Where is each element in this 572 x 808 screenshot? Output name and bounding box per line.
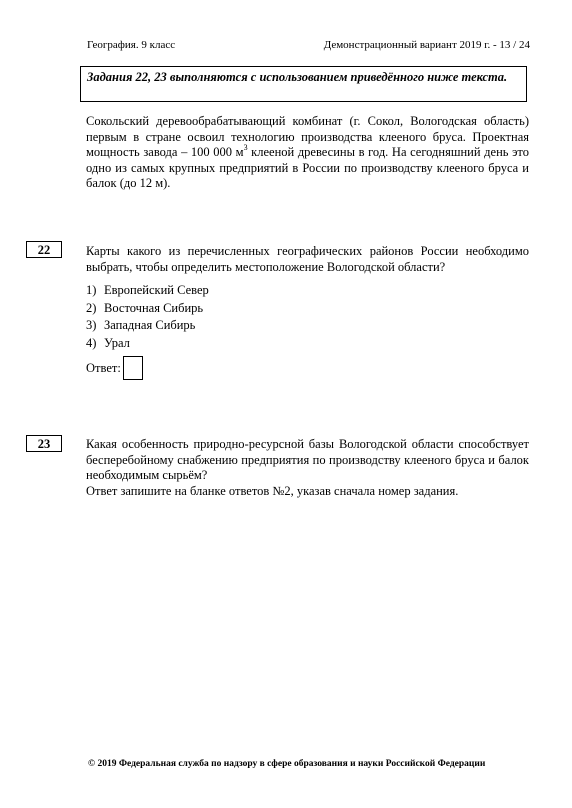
option-label: Урал: [104, 335, 130, 350]
question-22-text: Карты какого из перечисленных географических районов России необходимо выбрать, чтобы определить местоположение Вологодской области?: [86, 244, 529, 274]
passage-text-end: клееной древесины в год. На сегодняшний день это одно из самых крупных предприятий в России по производству клееного бруса и балок (до 12 м).: [86, 145, 529, 190]
option-4: [86, 335, 386, 353]
question-22-number: 22: [26, 241, 62, 258]
header-subject: География. 9 класс: [87, 39, 176, 51]
answer-label: Ответ:: [86, 360, 121, 375]
option-number: 3): [86, 318, 97, 332]
answer-row: [86, 355, 143, 381]
option-number: 2): [86, 300, 97, 315]
passage-text-start: Сокольский деревообрабатывающий комбинат (г. Сокол, Вологодская область) первым в стране освоил технологию производства клееного бруса. Проектная мощность завода – 100 000 м: [86, 114, 529, 159]
reading-passage: [86, 114, 529, 192]
question-23-text: [86, 437, 529, 499]
option-label: Западная Сибирь: [104, 318, 196, 332]
passage-superscript: 3: [243, 143, 248, 152]
question-23-number: 23: [26, 435, 62, 452]
option-3: [86, 317, 386, 335]
question-22-options: [86, 282, 386, 352]
option-number: 4): [86, 335, 97, 350]
option-2: [86, 300, 386, 318]
header-page-info: Демонстрационный вариант 2019 г. - 13 / 24: [323, 39, 530, 51]
copyright-footer: © 2019 Федеральная служба по надзору в сфере образования и науки Российской Федерации: [88, 759, 486, 769]
task-instruction-box: Задания 22, 23 выполняются с использованием приведённого ниже текста.: [80, 66, 527, 102]
option-1: [86, 282, 386, 300]
answer-box[interactable]: [123, 356, 143, 380]
question-23-instruction: Ответ запишите на бланке ответов №2, указав сначала номер задания.: [86, 483, 459, 498]
option-number: 1): [86, 283, 97, 297]
option-label: Восточная Сибирь: [104, 300, 204, 315]
option-label: Европейский Север: [104, 283, 209, 297]
question-23-prompt: Какая особенность природно-ресурсной базы Вологодской области способствует бесперебойному снабжению предприятия по производству клееного бруса и балок необходимым сырьём?: [86, 437, 529, 482]
